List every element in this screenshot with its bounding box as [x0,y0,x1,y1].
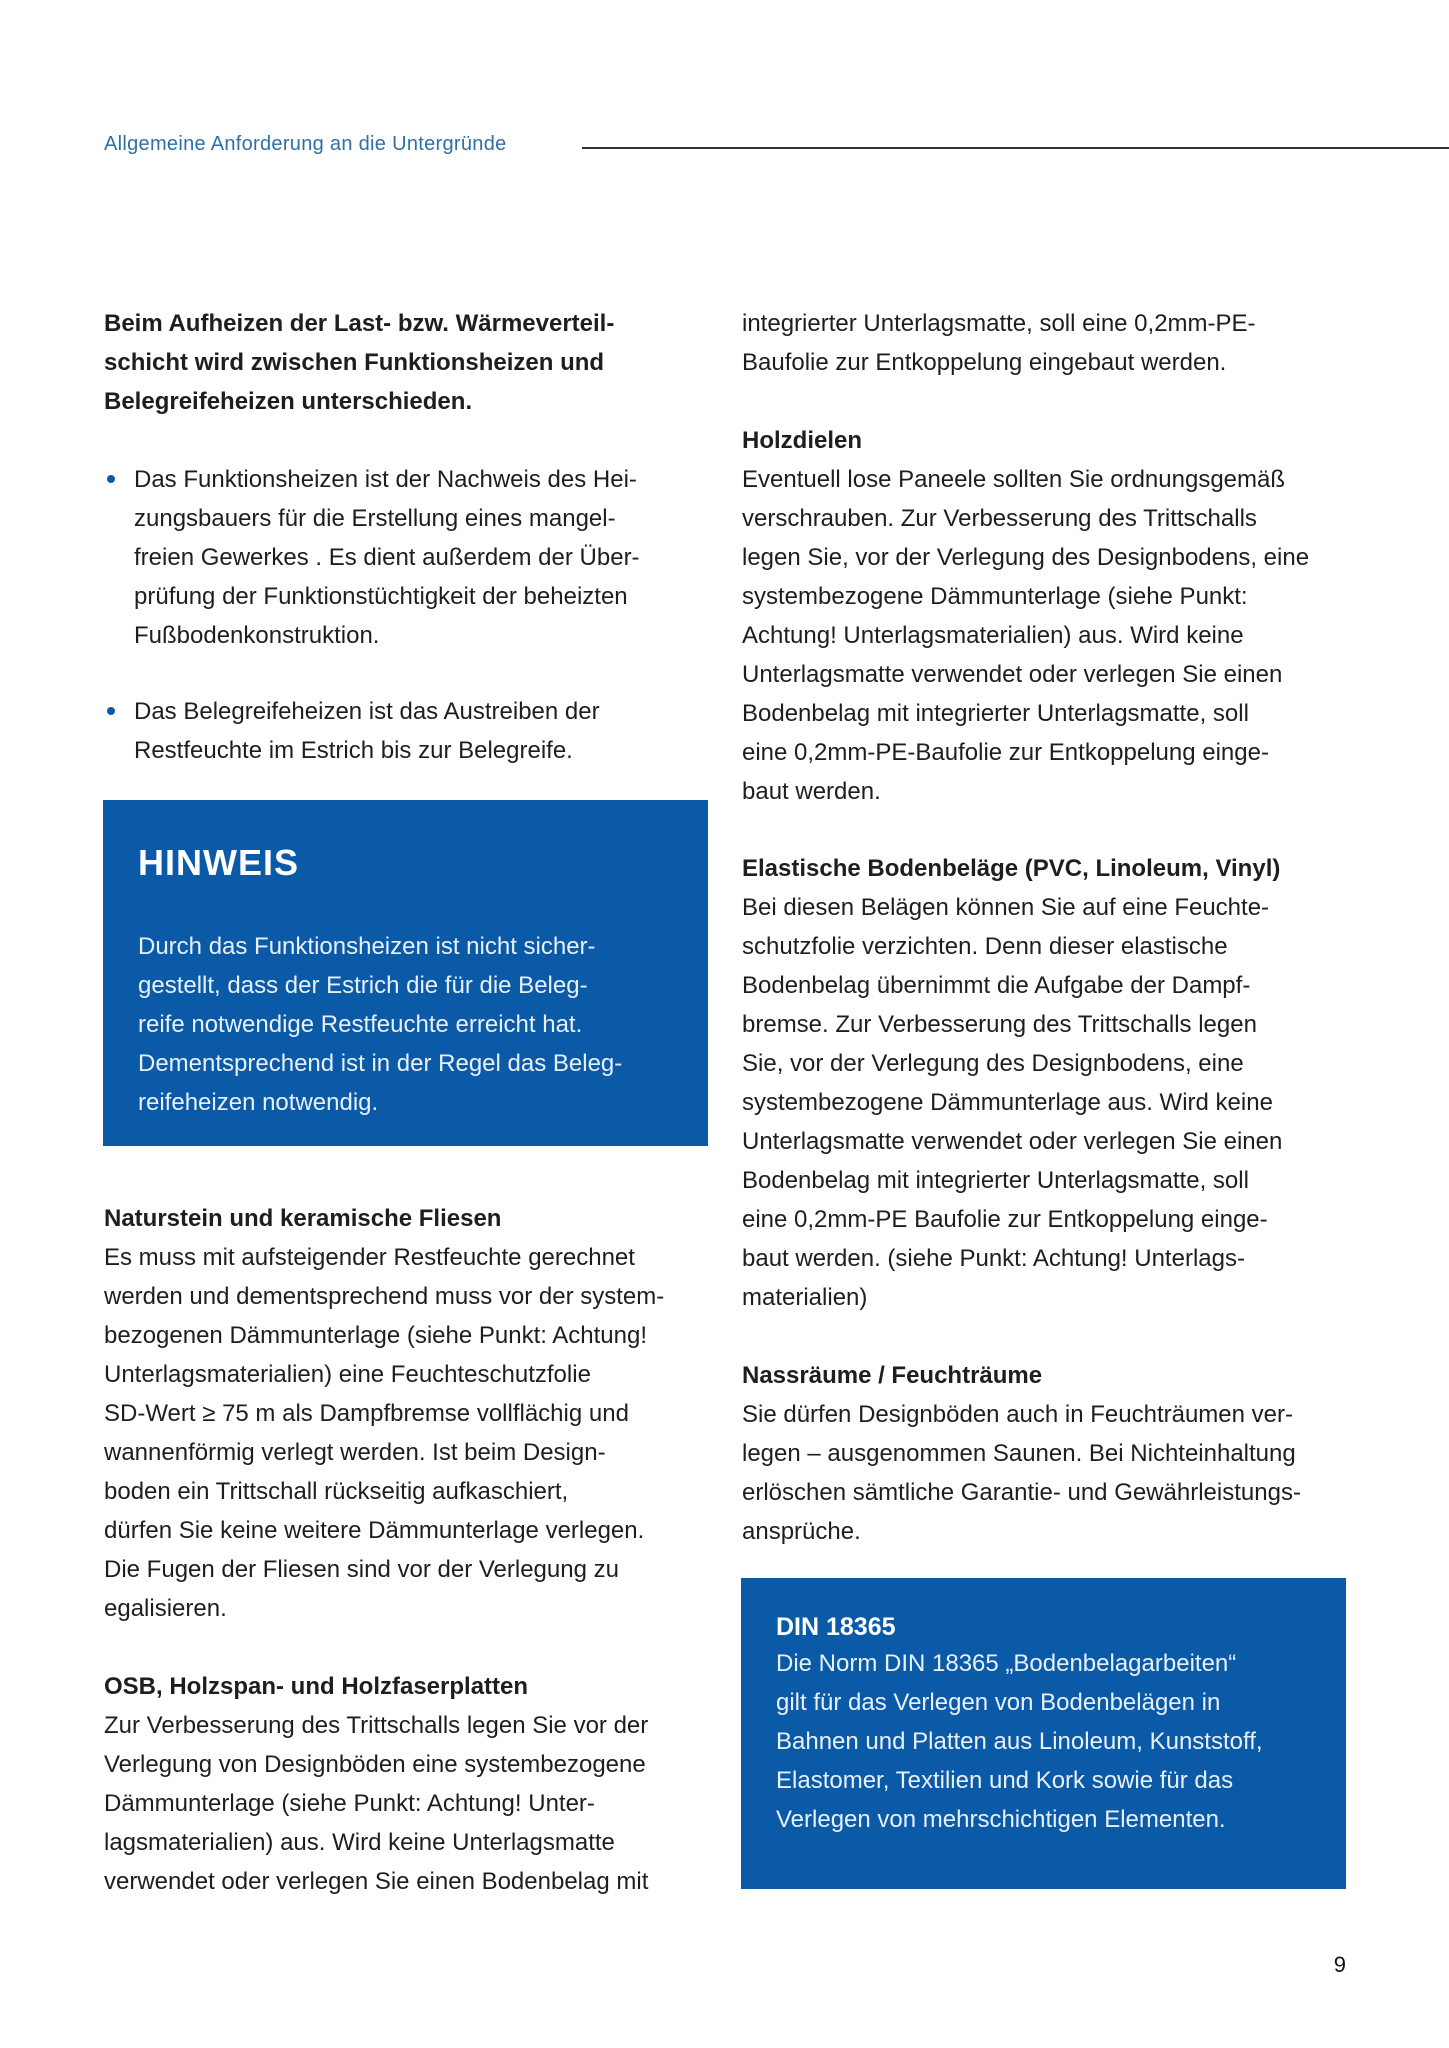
text-line: freien Gewerkes . Es dient außerdem der Über- [134,544,640,571]
text-line: boden ein Trittschall rückseitig aufkaschiert, [104,1478,569,1505]
elastisch-body [742,888,1282,1317]
bullet-icon [107,475,115,483]
page-number: 9 [1333,1952,1346,1977]
text-line: Die Fugen der Fliesen sind vor der Verlegung zu [104,1556,619,1583]
text-line: Bodenbelag mit integrierter Unterlagsmatte, soll [742,700,1249,727]
section-title: Allgemeine Anforderung an die Untergründe [104,133,507,155]
text-line: reifeheizen notwendig. [138,1089,379,1116]
holzdielen-body [742,460,1309,811]
text-line: eine 0,2mm-PE Baufolie zur Entkoppelung einge- [742,1206,1268,1233]
text-line: egalisieren. [104,1595,227,1622]
text-line: Eventuell lose Paneele sollten Sie ordnungsgemäß [742,466,1286,493]
text-line: Sie, vor der Verlegung des Designbodens, eine [742,1050,1244,1077]
text-line: Bei diesen Belägen können Sie auf eine Feuchte- [742,894,1270,921]
text-line: Elastomer, Textilien und Kork sowie für das [776,1767,1234,1794]
text-line: ansprüche. [742,1518,861,1545]
text-line: erlöschen sämtliche Garantie- und Gewährleistungs- [742,1479,1301,1506]
text-line: Bodenbelag mit integrierter Unterlagsmatte, soll [742,1167,1249,1194]
text-line: verwendet oder verlegen Sie einen Bodenbelag mit [104,1868,649,1895]
hinweis-box [103,800,708,1146]
text-line: reife notwendige Restfeuchte erreicht hat. [138,1011,583,1038]
text-line: Unterlagsmatte verwendet oder verlegen Sie einen [742,1128,1283,1155]
text-line: baut werden. [742,778,881,805]
header-rule [582,147,1449,149]
text-line: Die Norm DIN 18365 „Bodenbelagarbeiten“ [776,1650,1237,1677]
elastisch-heading: Elastische Bodenbeläge (PVC, Linoleum, Vinyl) [742,855,1281,882]
text-line: gilt für das Verlegen von Bodenbelägen in [776,1689,1221,1716]
hinweis-title: HINWEIS [138,842,300,883]
text-line: lagsmaterialien) aus. Wird keine Unterlagsmatte [104,1829,615,1856]
text-line: Zur Verbesserung des Trittschalls legen Sie vor der [104,1712,649,1739]
text-line: Belegreifeheizen unterschieden. [104,388,473,415]
intro-paragraph [104,304,614,421]
text-line: Durch das Funktionsheizen ist nicht sicher- [138,933,596,960]
text-line: integrierter Unterlagsmatte, soll eine 0,2mm-PE- [742,310,1256,337]
nassraeume-body [742,1395,1301,1551]
text-line: Restfeuchte im Estrich bis zur Belegreife. [134,737,573,764]
text-line: wannenförmig verlegt werden. Ist beim Design- [104,1439,606,1466]
text-line: bezogenen Dämmunterlage (siehe Punkt: Achtung! [104,1322,648,1349]
text-line: gestellt, dass der Estrich die für die Beleg- [138,972,588,999]
text-line: Baufolie zur Entkoppelung eingebaut werden. [742,349,1227,376]
text-line: zungsbauers für die Erstellung eines mangel- [134,505,616,532]
din-title: DIN 18365 [776,1613,896,1641]
text-line: baut werden. (siehe Punkt: Achtung! Unterlags- [742,1245,1245,1272]
text-line: systembezogene Dämmunterlage (siehe Punkt: [742,583,1248,610]
text-line: schutzfolie verzichten. Denn dieser elastische [742,933,1228,960]
text-line: Dämmunterlage (siehe Punkt: Achtung! Unter- [104,1790,595,1817]
din-body [776,1644,1263,1839]
naturstein-heading: Naturstein und keramische Fliesen [104,1205,502,1232]
text-line: materialien) [742,1284,868,1311]
text-line: systembezogene Dämmunterlage aus. Wird keine [742,1089,1273,1116]
text-line: legen – ausgenommen Saunen. Bei Nichteinhaltung [742,1440,1296,1467]
naturstein-body [104,1238,664,1628]
osb-body-continued [742,304,1256,382]
text-line: Das Belegreifeheizen ist das Austreiben der [134,698,600,725]
text-line: Dementsprechend ist in der Regel das Beleg- [138,1050,623,1077]
holzdielen-heading: Holzdielen [742,427,863,454]
text-line: verschrauben. Zur Verbesserung des Trittschalls [742,505,1257,532]
text-line: Sie dürfen Designböden auch in Feuchträumen ver- [742,1401,1293,1428]
text-line: legen Sie, vor der Verlegung des Designbodens, eine [742,544,1310,571]
text-line: Das Funktionsheizen ist der Nachweis des Hei- [134,466,637,493]
text-line: eine 0,2mm-PE-Baufolie zur Entkoppelung einge- [742,739,1269,766]
text-line: dürfen Sie keine weitere Dämmunterlage verlegen. [104,1517,645,1544]
text-line: Verlegen von mehrschichtigen Elementen. [776,1806,1226,1833]
text-line: Verlegung von Designböden eine systembezogene [104,1751,646,1778]
text-line: prüfung der Funktionstüchtigkeit der beheizten [134,583,628,610]
hinweis-body [138,927,622,1122]
bullet-icon [107,707,115,715]
bullet-item-funktionsheizen [134,460,640,655]
osb-body [104,1706,648,1901]
nassraeume-heading: Nassräume / Feuchträume [742,1362,1043,1389]
text-line: werden und dementsprechend muss vor der system- [104,1283,665,1310]
text-line: SD-Wert ≥ 75 m als Dampfbremse vollflächig und [104,1400,629,1427]
text-line: Beim Aufheizen der Last- bzw. Wärmeverteil- [104,310,615,337]
text-line: Unterlagsmaterialien) eine Feuchteschutzfolie [104,1361,591,1388]
text-line: Bodenbelag übernimmt die Aufgabe der Dampf- [742,972,1251,999]
text-line: Es muss mit aufsteigender Restfeuchte gerechnet [104,1244,635,1271]
text-line: Bahnen und Platten aus Linoleum, Kunststoff, [776,1728,1263,1755]
text-line: bremse. Zur Verbesserung des Trittschalls legen [742,1011,1257,1038]
text-line: schicht wird zwischen Funktionsheizen und [104,349,605,376]
text-line: Fußbodenkonstruktion. [134,622,380,649]
text-line: Achtung! Unterlagsmaterialien) aus. Wird keine [742,622,1244,649]
bullet-item-belegreifeheizen [134,692,600,770]
text-line: Unterlagsmatte verwendet oder verlegen Sie einen [742,661,1283,688]
din-box [741,1578,1346,1889]
osb-heading: OSB, Holzspan- und Holzfaserplatten [104,1673,529,1700]
